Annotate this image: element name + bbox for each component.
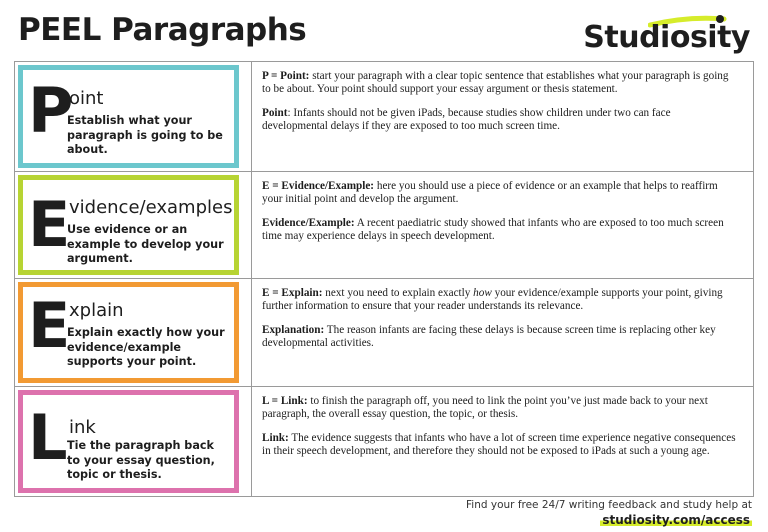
point-word: oint <box>69 88 104 109</box>
footer-tagline: Find your free 24/7 writing feedback and study help at <box>466 499 752 511</box>
point-card <box>18 65 239 168</box>
link-word: ink <box>69 417 96 438</box>
explain-word: xplain <box>69 300 124 321</box>
point-subtitle: Establish what your paragraph is going to be about. <box>67 114 223 156</box>
peel-row-point <box>14 61 754 172</box>
peel-table <box>14 61 754 497</box>
link-description <box>252 387 753 496</box>
page-title: PEEL Paragraphs <box>18 12 307 48</box>
logo-wordmark: Studiosity <box>583 20 750 55</box>
link-subtitle: Tie the paragraph back to your essay question, topic or thesis. <box>67 439 215 481</box>
link-card <box>18 390 239 493</box>
evidence-letter: E <box>28 188 71 261</box>
point-example: Point: Infants should not be given iPads, because studies show children under two can face developmental delays if they are exposed to too much screen time. <box>262 106 671 133</box>
explain-description <box>252 279 753 386</box>
explain-definition: E = Explain: next you need to explain exactly how your evidence/example supports your point, giving further information to ensure that your reader understands its relevance. <box>262 287 723 313</box>
evidence-description <box>252 172 753 278</box>
evidence-definition: E = Evidence/Example: here you should use a piece of evidence or an example that helps to reaffirm your initial point and develop the argument. <box>262 180 718 206</box>
point-description <box>252 62 753 171</box>
peel-row-evidence <box>14 172 754 279</box>
evidence-example: Evidence/Example: A recent paediatric study showed that infants who are exposed to too much screen time may experience delays in speech development. <box>262 216 724 243</box>
evidence-subtitle: Use evidence or an example to develop your argument. <box>67 223 224 265</box>
link-letter: L <box>28 401 68 474</box>
evidence-word: vidence/examples <box>69 197 233 218</box>
point-letter: P <box>28 74 74 147</box>
explain-letter: E <box>28 289 71 362</box>
explain-subtitle: Explain exactly how your evidence/example supports your point. <box>67 326 225 368</box>
studiosity-logo <box>570 10 750 62</box>
point-definition: P = Point: start your paragraph with a clear topic sentence that establishes what your paragraph is going to be about. Your point should support your essay argument or thesis statement. <box>262 70 729 96</box>
footer-link[interactable]: studiosity.com/access <box>602 513 750 527</box>
peel-row-link <box>14 387 754 497</box>
link-example: Link: The evidence suggests that infants who have a lot of screen time experience negative consequences in their speech development, and therefore they should not be exposed to iPads at such a young age. <box>262 431 736 458</box>
evidence-card <box>18 175 239 275</box>
explain-card <box>18 282 239 383</box>
explain-example: Explanation: The reason infants are facing these delays is because screen time is replacing other key developmental activities. <box>262 323 716 350</box>
link-definition: L = Link: to finish the paragraph off, you need to link the point you’ve just made back to your next paragraph, the overall essay question, the topic, or thesis. <box>262 395 708 421</box>
peel-row-explain <box>14 279 754 387</box>
